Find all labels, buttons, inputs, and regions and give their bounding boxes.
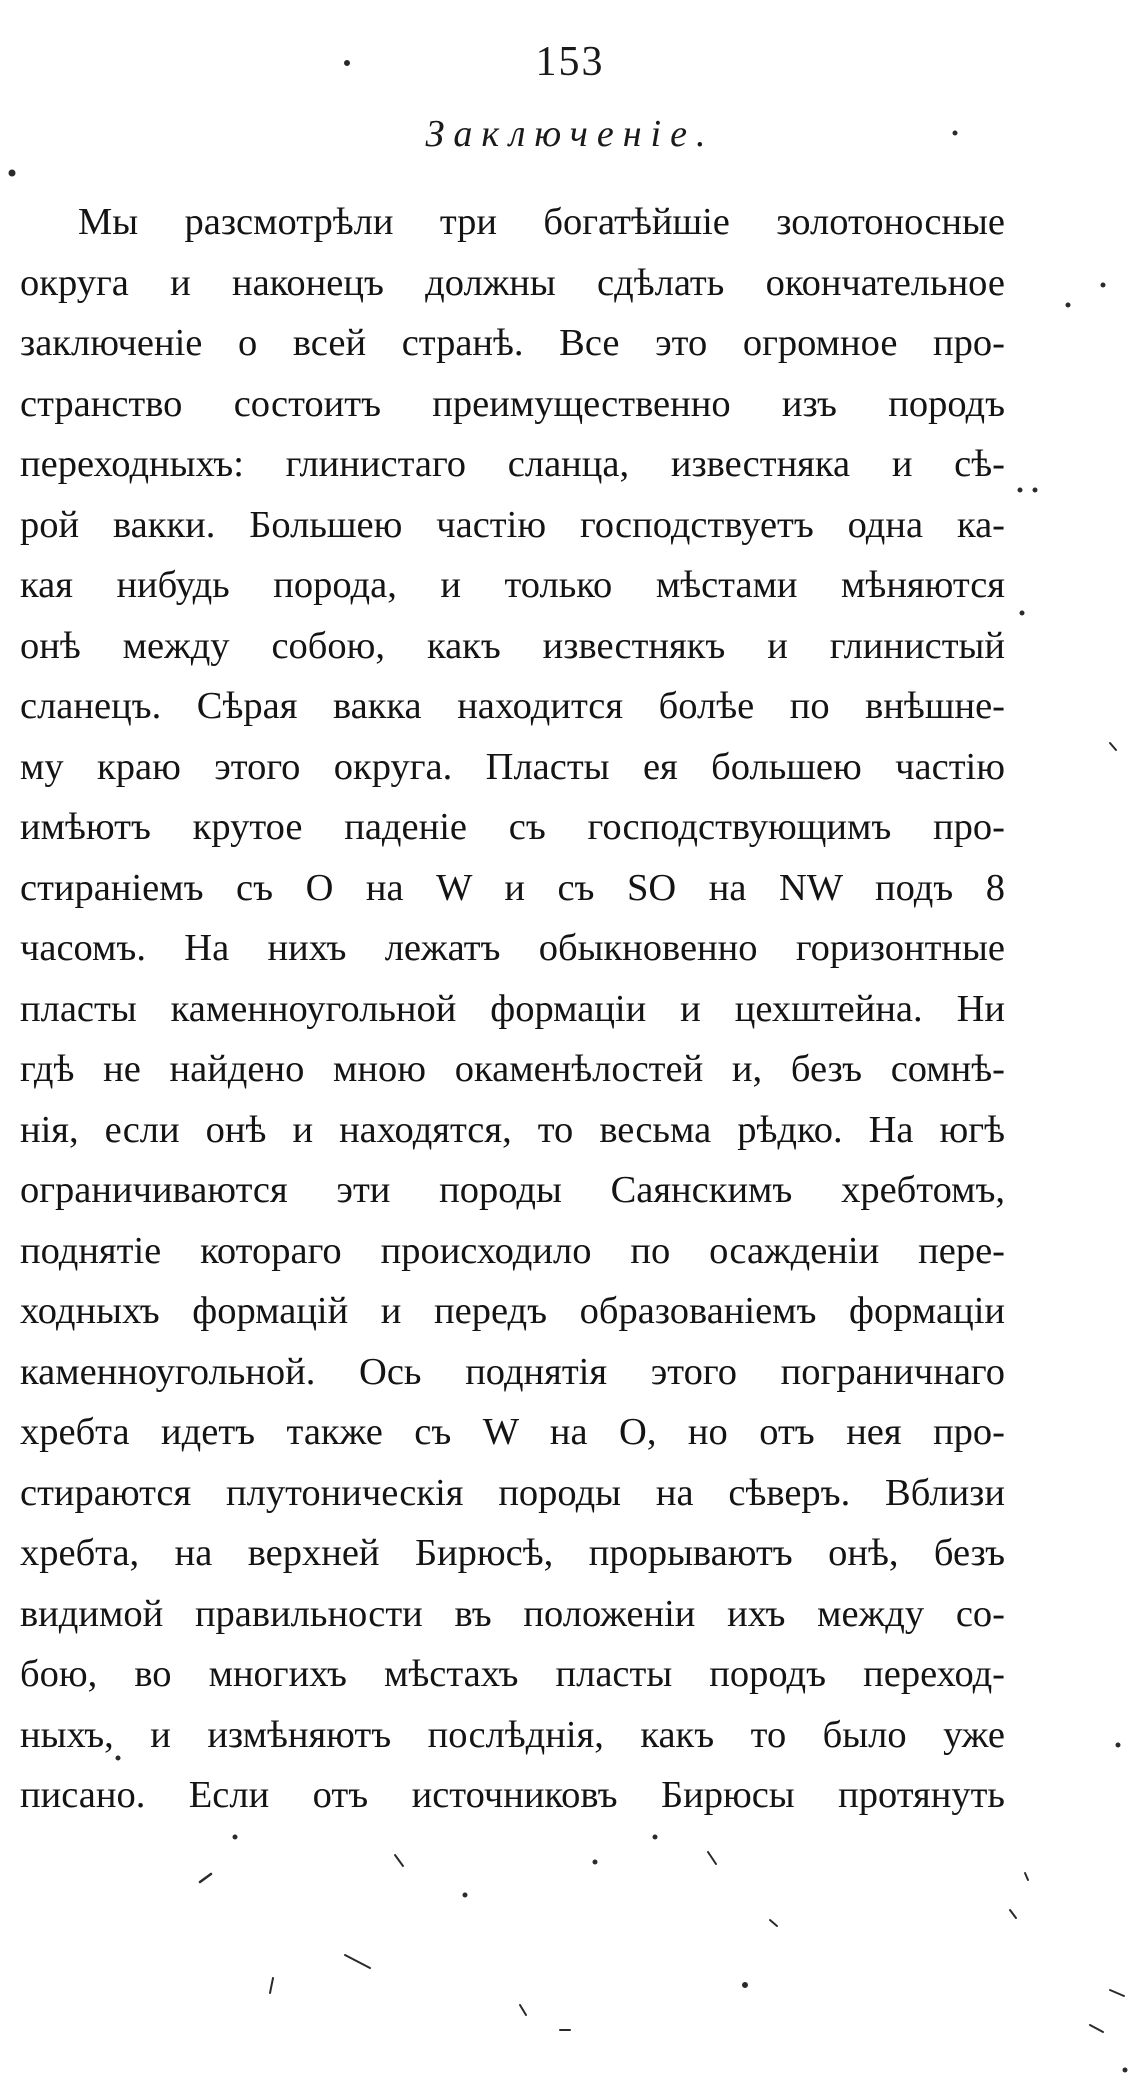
- text-line: бою, во многихъ мѣстахъ пласты породъ переход-: [20, 1653, 1005, 1695]
- body-text: [20, 192, 1005, 1826]
- text-line: видимой правильности въ положеніи ихъ между со-: [20, 1592, 1005, 1635]
- text-line: кая нибудь порода, и только мѣстами мѣняются: [20, 564, 1005, 606]
- text-line: поднятіе котораго происходило по осажденіи пере-: [20, 1229, 1005, 1272]
- text-line: хребта идетъ также съ W на O, но отъ нея про-: [20, 1411, 1005, 1453]
- text-line: ходныхъ формацій и передъ образованіемъ формаціи: [20, 1290, 1005, 1332]
- text-line: Мы разсмотрѣли три богатѣйшіе золотоносные: [78, 201, 1005, 243]
- text-line: ограничиваются эти породы Саянскимъ хребтомъ,: [20, 1169, 1005, 1211]
- text-line: пласты каменноугольной формаціи и цехштейна. Ни: [20, 987, 1005, 1030]
- text-line: гдѣ не найдено мною окаменѣлостей и, безъ сомнѣ-: [20, 1048, 1005, 1090]
- text-line: рой вакки. Большею частію господствуетъ одна ка-: [20, 503, 1005, 546]
- page-number: 153: [535, 39, 605, 85]
- text-line: ныхъ, и измѣняютъ послѣднія, какъ то было уже: [20, 1713, 1005, 1756]
- section-heading: Заключеніе.: [425, 113, 715, 155]
- text-line: заключеніе о всей странѣ. Все это огромное про-: [20, 322, 1005, 364]
- text-line: хребта, на верхней Бирюсѣ, прорываютъ онѣ, безъ: [20, 1532, 1005, 1574]
- text-line: онѣ между собою, какъ известнякъ и глинистый: [20, 624, 1005, 667]
- text-line: имѣютъ крутое паденіе съ господствующимъ про-: [20, 806, 1005, 848]
- text-line: каменноугольной. Ось поднятія этого пограничнаго: [20, 1350, 1005, 1393]
- text-line: округа и наконецъ должны сдѣлать окончательное: [20, 261, 1005, 304]
- text-line: му краю этого округа. Пласты ея большею частію: [20, 745, 1005, 788]
- text-line: часомъ. На нихъ лежатъ обыкновенно горизонтные: [20, 927, 1005, 969]
- text-line: странство состоитъ преимущественно изъ породъ: [20, 382, 1005, 425]
- text-line: стираніемъ съ O на W и съ SO на NW подъ 8: [20, 866, 1005, 909]
- text-line: писано. Если отъ источниковъ Бирюсы протянуть: [20, 1774, 1005, 1816]
- text-line: переходныхъ: глинистаго сланца, известняка и сѣ-: [20, 443, 1005, 485]
- text-line: сланецъ. Сѣрая вакка находится болѣе по внѣшне-: [20, 685, 1005, 727]
- text-line: нія, если онѣ и находятся, то весьма рѣдко. На югѣ: [20, 1108, 1005, 1151]
- text-line: стираются плутоническія породы на сѣверъ. Вблизи: [20, 1471, 1005, 1514]
